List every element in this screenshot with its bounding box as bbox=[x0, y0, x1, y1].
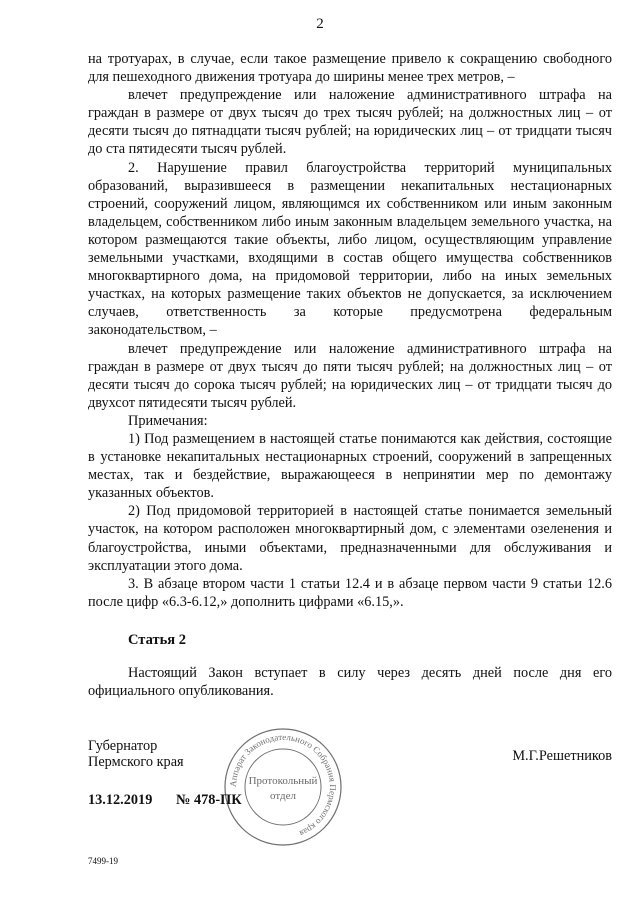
article-2-title: Статья 2 bbox=[128, 632, 186, 648]
paragraph-penalty-1: влечет предупреждение или наложение административного штрафа на граждан в размере от двух тысяч до трех тысяч рублей; на должностных лиц – от десяти тысяч до пятнадцати тысяч рублей; на юридических лиц – от тридцати тысяч до ста пятидесяти тысяч рублей. bbox=[88, 87, 612, 158]
paragraph-amendment-3: 3. В абзаце втором части 1 статьи 12.4 и в абзаце первом части 9 статьи 12.6 после цифр «6.3-6.12,» дополнить цифрами «6.15,». bbox=[88, 575, 612, 610]
governor-title bbox=[88, 738, 184, 770]
stamp-outer-text: Аппарат Законодательного Собрания Пермского края bbox=[227, 731, 339, 839]
note-2: 2) Под придомовой территорией в настоящей статье понимается земельный участок, на котором расположен многоквартирный дом, с элементами озеленения и благоустройства, иными объектами, предназначенными для обслуживания и эксплуатации этого дома. bbox=[88, 503, 612, 574]
article-2-text: Настоящий Закон вступает в силу через десять дней после дня его официального опубликования. bbox=[88, 665, 612, 700]
page-number: 2 bbox=[316, 16, 324, 32]
governor-name: М.Г.Решетников bbox=[512, 748, 612, 764]
governor-region: Пермского края bbox=[88, 754, 184, 770]
governor-position: Губернатор bbox=[88, 738, 158, 754]
document-date: 13.12.2019 bbox=[88, 792, 153, 808]
protocol-department-stamp bbox=[222, 726, 344, 848]
registration-code: 7499-19 bbox=[88, 856, 118, 866]
paragraph-penalty-2: влечет предупреждение или наложение административного штрафа на граждан в размере от двух тысяч до пяти тысяч рублей; на должностных лиц – от десяти тысяч до сорока тысяч рублей; на юридических лиц – от тридцати тысяч до двухсот пятидесяти тысяч рублей. bbox=[88, 340, 612, 411]
notes-heading: Примечания: bbox=[128, 412, 208, 429]
paragraph-violation-2: 2. Нарушение правил благоустройства территорий муниципальных образований, выразившееся в размещении некапитальных нестационарных строений, сооружений лицом, являющимся их собственником или иным законным владельцем, собственником либо иным законным владельцем земельного участка, на котором размещаются такие объекты, либо лицом, осуществляющим управление земельными участками, входящими в состав общего имущества собственников многоквартирного дома, на придомовой территории, либо на иных земельных участках, на которых размещение таких объектов не допускается, за исключением случаев, ответственность за которые предусмотрена федеральным законодательством, – bbox=[88, 159, 612, 339]
stamp-inner-line-1: Протокольный bbox=[248, 775, 318, 787]
law-body-text bbox=[88, 50, 612, 611]
stamp-inner-line-2: отдел bbox=[270, 790, 296, 802]
note-1: 1) Под размещением в настоящей статье понимаются как действия, состоящие в установке некапитальных нестационарных строений, сооружений в запрещенных местах, так и бездействие, выражающееся в непринятии мер по демонтажу указанных объектов. bbox=[88, 430, 612, 502]
paragraph-sidewalks: на тротуарах, в случае, если такое размещение привело к сокращению свободного для пешеходного движения тротуара до ширины менее трех метров, – bbox=[88, 51, 612, 86]
document-number: № 478-ПК bbox=[176, 792, 242, 808]
